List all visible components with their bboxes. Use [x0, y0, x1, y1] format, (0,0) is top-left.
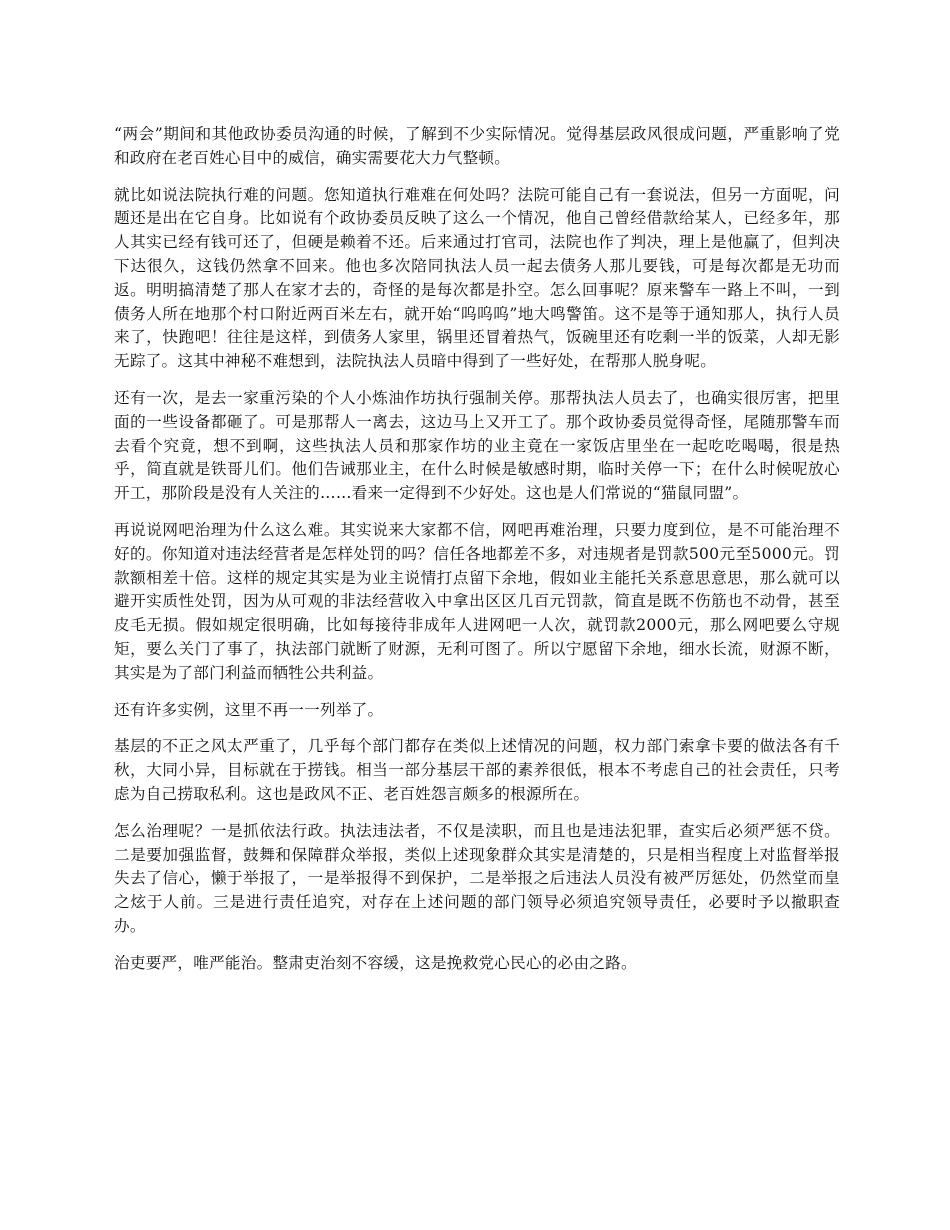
- paragraph: 还有一次，是去一家重污染的个人小炼油作坊执行强制关停。那帮执法人员去了，也确实很厉害，把里面的一些设备都砸了。可是那帮人一离去，这边马上又开工了。那个政协委员觉得奇怪，尾随那警车而去看个究竟，想不到啊，这些执法人员和那家作坊的业主竟在一家饭店里坐在一起吃吃喝喝，很是热乎，简直就是铁哥儿们。他们告诫那业主，在什么时候是敏感时期，临时关停一下；在什么时候呢放心开工，那阶段是没有人关注的……看来一定得到不少好处。这也是人们常说的“猫鼠同盟”。: [114, 388, 840, 503]
- paragraph: “两会”期间和其他政协委员沟通的时候，了解到不少实际情况。觉得基层政风很成问题，严重影响了党和政府在老百姓心目中的威信，确实需要花大力气整顿。: [114, 125, 840, 167]
- paragraph: 基层的不正之风太严重了，几乎每个部门都存在类似上述情况的问题，权力部门索拿卡要的做法各有千秋，大同小异，目标就在于捞钱。相当一部分基层干部的素养很低，根本不考虑自己的社会责任，只考虑为自己捞取私利。这也是政风不正、老百姓怨言颇多的根源所在。: [114, 737, 840, 803]
- paragraph: 怎么治理呢？一是抓依法行政。执法违法者，不仅是渎职，而且也是违法犯罪，查实后必须严惩不贷。二是要加强监督，鼓舞和保障群众举报，类似上述现象群众其实是清楚的，只是相当程度上对监督举报失去了信心，懒于举报了，一是举报得不到保护，二是举报之后违法人员没有被严厉惩处，仍然堂而皇之炫于人前。三是进行责任追究，对存在上述问题的部门领导必须追究领导责任，必要时予以撤职查办。: [114, 821, 840, 935]
- paragraph: 还有许多实例，这里不再一一列举了。: [114, 700, 384, 719]
- paragraph: 就比如说法院执行难的问题。您知道执行难难在何处吗？法院可能自己有一套说法，但另一方面呢，问题还是出在它自身。比如说有个政协委员反映了这么一个情况，他自己曾经借款给某人，已经多年，那人其实已经有钱可还了，但硬是赖着不还。后来通过打官司，法院也作了判决，理上是他赢了，但判决下达很久，这钱仍然拿不回来。他也多次陪同执法人员一起去债务人那儿要钱，可是每次都是无功而返。明明搞清楚了那人在家才去的，奇怪的是每次都是扑空。怎么回事呢？原来警车一路上不叫，一到债务人所在地那个村口附近两百米左右，就开始“呜呜呜”地大鸣警笛。这不是等于通知那人，执行人员来了，快跑吧！往往是这样，到债务人家里，锅里还冒着热气，饭碗里还有吃剩一半的饭菜，人却无影无踪了。这其中神秘不难想到，法院执法人员暗中得到了一些好处，在帮那人脱身呢。: [114, 185, 840, 371]
- document-body: [114, 123, 840, 989]
- paragraph: 治吏要严，唯严能治。整肃吏治刻不容缓，这是挽救党心民心的必由之路。: [114, 953, 637, 972]
- paragraph: 再说说网吧治理为什么这么难。其实说来大家都不信，网吧再难治理，只要力度到位，是不可能治理不好的。你知道对违法经营者是怎样处罚的吗？信任各地都差不多，对违规者是罚款500元至5000元。罚款额相差十倍。这样的规定其实是为业主说情打点留下余地，假如业主能托关系意思意思，那么就可以避开实质性处罚，因为从可观的非法经营收入中拿出区区几百元罚款，简直是既不伤筋也不动骨，甚至皮毛无损。假如规定很明确，比如每接待非成年人进网吧一人次，就罚款2000元，那么网吧要么守规矩，要么关门了事了，执法部门就断了财源，无利可图了。所以宁愿留下余地，细水长流，财源不断，其实是为了部门利益而牺牲公共利益。: [114, 520, 840, 682]
